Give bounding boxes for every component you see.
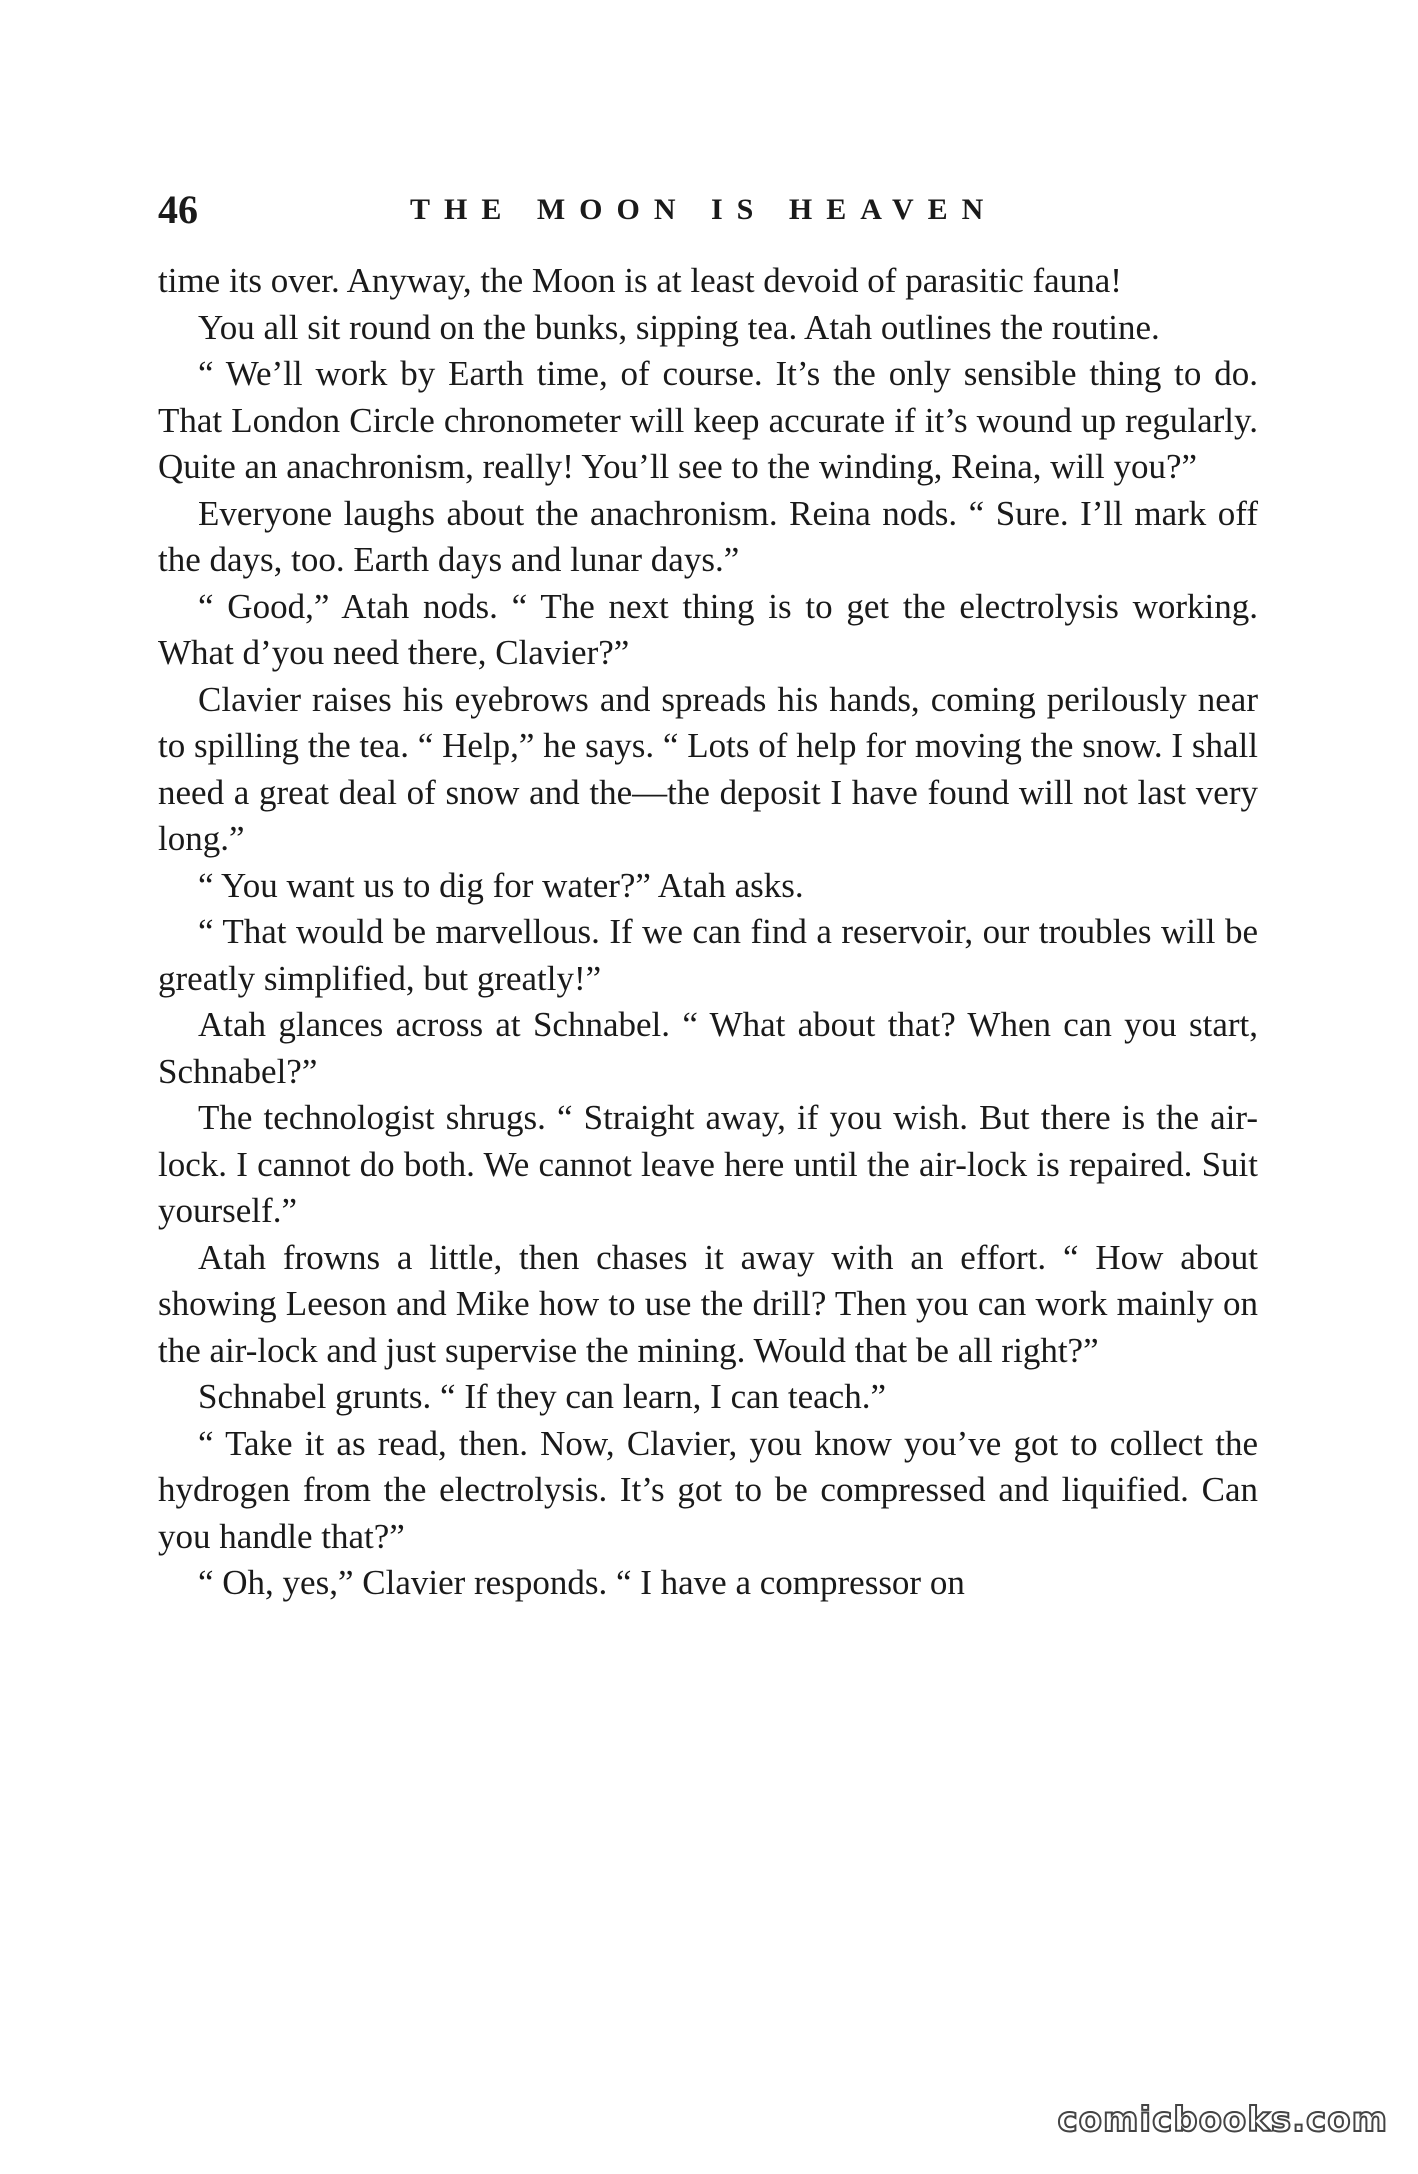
- paragraph: You all sit round on the bunks, sipping tea. Atah outlines the routine.: [198, 307, 1160, 347]
- running-head: [158, 180, 1258, 240]
- paragraph: The technologist shrugs. “ Straight away, if you wish. But there is the air-lock. I cannot do both. We cannot leave here until the air-lock is repaired. Suit yourself.”: [158, 1098, 1258, 1230]
- paragraph: Schnabel grunts. “ If they can learn, I can teach.”: [198, 1377, 887, 1416]
- paragraph: “ Good,” Atah nods. “ The next thing is to get the electrolysis working. What d’you need there, Clavier?”: [158, 586, 1258, 672]
- watermark-logo: comicbooks.com: [1057, 2100, 1388, 2140]
- paragraph: “ Oh, yes,” Clavier responds. “ I have a compressor on: [198, 1563, 965, 1602]
- paragraph: Atah glances across at Schnabel. “ What about that? When can you start, Schnabel?”: [158, 1005, 1258, 1091]
- body-text: [158, 258, 1258, 1607]
- paragraph: “ You want us to dig for water?” Atah asks.: [198, 865, 804, 905]
- paragraph: “ That would be marvellous. If we can find a reservoir, our troubles will be greatly simplified, but greatly!”: [158, 912, 1258, 998]
- paragraph: Clavier raises his eyebrows and spreads his hands, coming perilously near to spilling the tea. “ Help,” he says. “ Lots of help for moving the snow. I shall need a great deal of snow and the—the deposit I have found will not last very long.”: [158, 679, 1258, 858]
- paragraph: Atah frowns a little, then chases it away with an effort. “ How about showing Leeson and Mike how to use the drill? Then you can work mainly on the air-lock and just supervise the mining. Would that be all right?”: [158, 1237, 1258, 1370]
- running-title: THE MOON IS HEAVEN: [410, 193, 998, 226]
- paragraph: time its over. Anyway, the Moon is at least devoid of parasitic fauna!: [158, 261, 1122, 300]
- book-page: [158, 180, 1258, 1607]
- paragraph: Everyone laughs about the anachronism. Reina nods. “ Sure. I’ll mark off the days, too. Earth days and lunar days.”: [158, 493, 1258, 579]
- paragraph: “ Take it as read, then. Now, Clavier, you know you’ve got to collect the hydrogen from the electrolysis. It’s got to be compressed and liquified. Can you handle that?”: [158, 1423, 1258, 1556]
- page-number: 46: [158, 187, 198, 232]
- paragraph: “ We’ll work by Earth time, of course. It’s the only sensible thing to do. That London Circle chronometer will keep accurate if it’s wound up regularly. Quite an anachronism, really! You’ll see to the winding, Reina, will you?”: [158, 354, 1258, 486]
